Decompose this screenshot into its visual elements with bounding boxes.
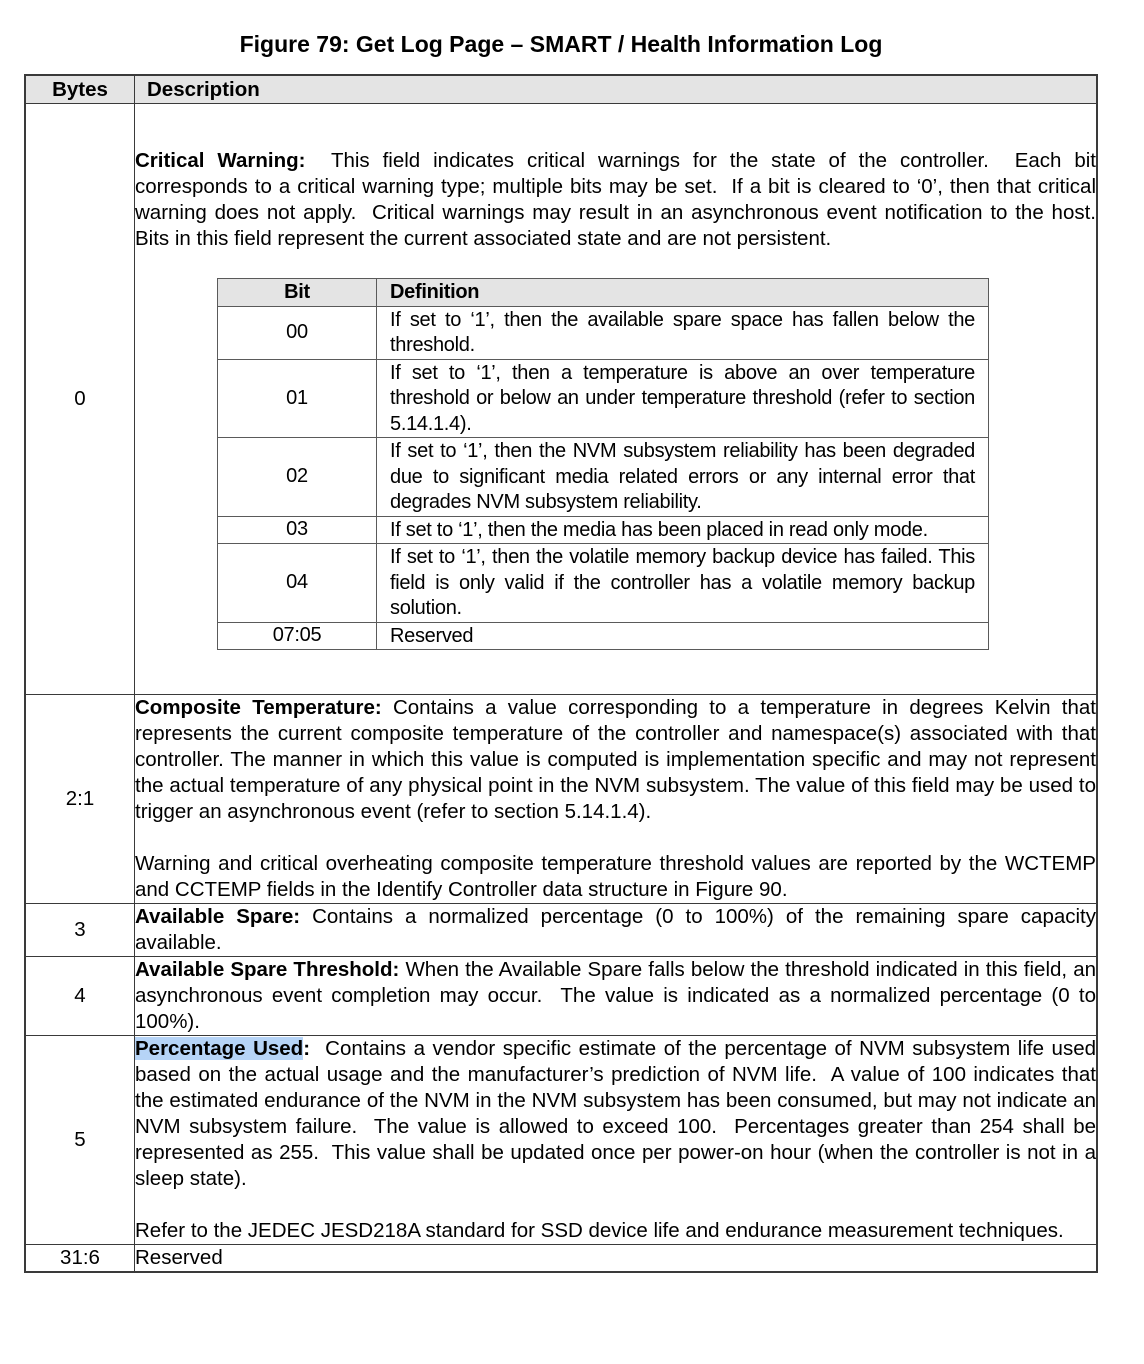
bytes-cell: 0 (25, 104, 135, 695)
table-row-available-spare-threshold (25, 957, 1097, 1036)
field-label: Available Spare Threshold: (135, 958, 400, 981)
bit-cell: 00 (218, 306, 377, 359)
definition-cell: Reserved (377, 622, 989, 650)
bit-table-row (218, 359, 989, 438)
field-label: Critical Warning: (135, 148, 306, 172)
description-column-header: Description (135, 75, 1098, 104)
figure-title: Figure 79: Get Log Page – SMART / Health Information Log (239, 31, 883, 57)
field-description (135, 904, 1102, 956)
definition-cell: If set to ‘1’, then a temperature is above an over temperature threshold or below an under temperature threshold (refer to section 5.14.1.4). (377, 359, 989, 438)
definition-column-header: Definition (377, 278, 989, 306)
field-note: Warning and critical overheating composite temperature threshold values are reported by the WCTEMP and CCTEMP fields in the Identify Controller data structure in Figure 90. (135, 852, 1096, 901)
definition-cell: If set to ‘1’, then the available spare space has fallen below the threshold. (377, 306, 989, 359)
bit-column-header: Bit (218, 278, 377, 306)
bytes-column-header: Bytes (25, 75, 135, 104)
description-cell (135, 904, 1102, 957)
field-label: Available Spare: (135, 905, 301, 928)
bit-table-row (218, 306, 989, 359)
field-text: Contains a value corresponding to a temperature in degrees Kelvin that represents the current composite temperature of the controller and namespace(s) associated with that controller. The manner in which this value is computed is implementation specific and may not represent the actual temperature of any physical point in the NVM subsystem. The value of this field may be used to trigger an asynchronous event (refer to section 5.14.1.4). (135, 696, 1102, 823)
bit-cell: 03 (218, 516, 377, 544)
bit-table-row (218, 438, 989, 517)
field-text: Contains a normalized percentage (0 to 100%) of the remaining spare capacity available. (135, 905, 1102, 954)
highlighted-field-label[interactable]: Percentage Used (135, 1037, 304, 1060)
bit-cell: 02 (218, 438, 377, 517)
field-label: Composite Temperature: (135, 696, 382, 719)
table-header-row (25, 75, 1097, 104)
bit-cell: 07:05 (218, 622, 377, 650)
table-row-critical-warning (25, 104, 1097, 695)
definition-cell: If set to ‘1’, then the volatile memory backup device has failed. This field is only valid if the controller has a volatile memory backup solution. (377, 544, 989, 623)
field-description (135, 695, 1102, 825)
bit-cell: 04 (218, 544, 377, 623)
bit-table-row (218, 622, 989, 650)
definition-cell: If set to ‘1’, then the media has been placed in read only mode. (377, 516, 989, 544)
table-row-percentage-used (25, 1036, 1097, 1245)
description-cell (135, 1036, 1102, 1245)
table-row-reserved (25, 1245, 1097, 1273)
description-cell (135, 695, 1102, 904)
bit-cell: 01 (218, 359, 377, 438)
field-note: Refer to the JEDEC JESD218A standard for SSD device life and endurance measurement techniques. (135, 1219, 1064, 1242)
smart-log-table (24, 74, 1108, 1273)
bytes-cell: 2:1 (25, 695, 135, 904)
field-label-colon: : (303, 1037, 311, 1060)
bytes-cell: 3 (25, 904, 135, 957)
description-cell (135, 104, 1108, 695)
field-text: This field indicates critical warnings for the state of the controller. Each bit corresponds to a critical warning type; multiple bits may be set. If a bit is cleared to ‘0’, then that critical warning does not apply. Critical warnings may result in an asynchronous event notification to the host. Bits in this field represent the current associated state and are not persistent. (135, 148, 1108, 250)
field-text: When the Available Spare falls below the threshold indicated in this field, an asynchronous event completion may occur. The value is indicated as a normalized percentage (0 to 100%). (135, 958, 1102, 1033)
bit-table-row (218, 544, 989, 623)
bit-table-row (218, 516, 989, 544)
field-description (135, 148, 1108, 252)
bit-table-header-row (218, 278, 989, 306)
field-description (135, 957, 1102, 1035)
bytes-cell: 5 (25, 1036, 135, 1245)
critical-warning-bit-table (217, 278, 989, 651)
description-cell: Reserved (135, 1245, 1098, 1273)
field-description (135, 1036, 1102, 1192)
table-row-composite-temperature (25, 695, 1097, 904)
definition-cell: If set to ‘1’, then the NVM subsystem reliability has been degraded due to significant media related errors or any internal error that degrades NVM subsystem reliability. (377, 438, 989, 517)
bytes-cell: 4 (25, 957, 135, 1036)
field-text: Contains a vendor specific estimate of the percentage of NVM subsystem life used based on the actual usage and the manufacturer’s prediction of NVM life. A value of 100 indicates that the estimated endurance of the NVM in the NVM subsystem has been consumed, but may not indicate an NVM subsystem failure. The value is allowed to exceed 100. Percentages greater than 254 shall be represented as 255. This value shall be updated once per power-on hour (when the controller is not in a sleep state). (135, 1037, 1102, 1190)
bytes-cell: 31:6 (25, 1245, 135, 1273)
table-row-available-spare (25, 904, 1097, 957)
description-cell (135, 957, 1102, 1036)
